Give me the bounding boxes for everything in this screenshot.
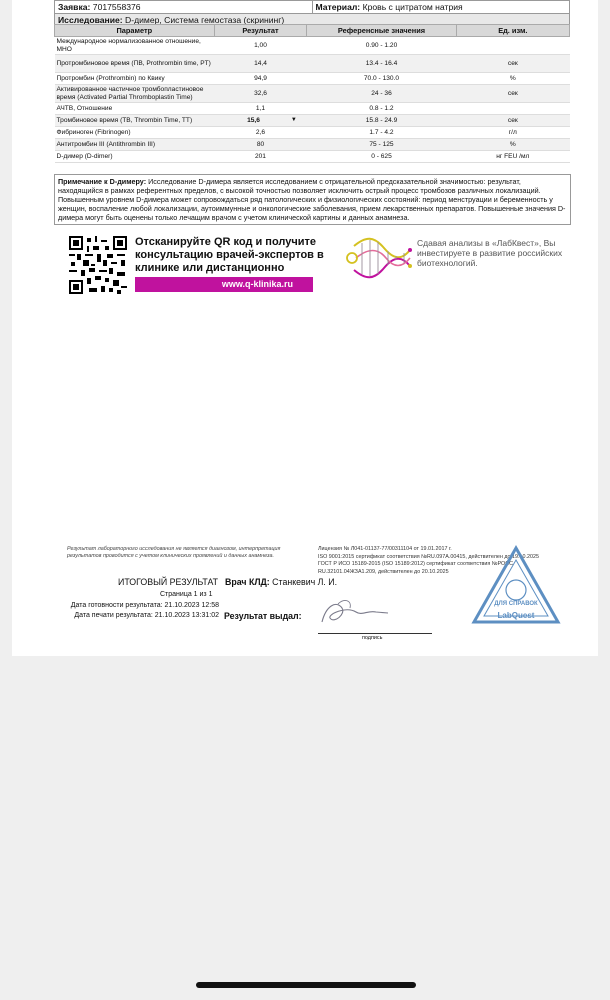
row-reference: 1.7 - 4.2 xyxy=(307,127,456,139)
row-param: Тромбиновое время (ТВ, Thrombin Time, TT) xyxy=(55,115,215,127)
labquest-stamp-icon xyxy=(470,544,562,626)
col-result: Результат xyxy=(214,25,307,37)
signature-line xyxy=(318,633,432,634)
stamp-top-text: ДЛЯ СПРАВОК xyxy=(494,601,538,607)
study-value: D-димер, Система гемостаза (скрининг) xyxy=(125,15,285,25)
table-row xyxy=(55,103,570,115)
row-reference: 0.8 - 1.2 xyxy=(307,103,456,115)
row-reference: 75 - 125 xyxy=(307,139,456,151)
row-unit: % xyxy=(456,73,569,85)
row-param: Протромбин (Prothrombin) по Квику xyxy=(55,73,215,85)
study-label: Исследование: xyxy=(58,15,123,25)
report-dates xyxy=(67,601,219,621)
result-value: 15,6 xyxy=(247,117,260,125)
table-row-flagged xyxy=(55,115,570,127)
row-param: АЧТВ, Отношение xyxy=(55,103,215,115)
note-label: Примечание к D-димеру: xyxy=(58,177,147,186)
row-param: Антитромбин III (Antithrombin III) xyxy=(55,139,215,151)
row-param: Протромбиновое время (ПВ, Prothrombin time, PT) xyxy=(55,55,215,73)
table-row xyxy=(55,151,570,163)
row-unit: сек xyxy=(456,55,569,73)
table-row xyxy=(55,37,570,55)
order-number: 7017558376 xyxy=(92,2,141,12)
lab-disclaimer: Результат лабораторного исследования не является диагнозом, интерпретация результатов проводится с учетом клинических проявлений и данных анамнеза. xyxy=(67,546,281,559)
doctor-label: Врач КЛД: xyxy=(225,577,270,587)
page-number: Страница 1 из 1 xyxy=(160,591,213,598)
biotech-message: Сдавая анализы в «ЛабКвест», Вы инвестируете в развитие российских биотехнологий. xyxy=(417,238,563,268)
row-reference: 0.90 - 1.20 xyxy=(307,37,456,55)
license-line: ISO 9001:2015 сертификат соответствия №RU.097A.00415, действителен до 19.10.2025 xyxy=(318,553,539,560)
material-label: Материал: xyxy=(315,2,361,12)
row-result: 201 xyxy=(214,151,307,163)
row-result: 2,6 xyxy=(214,127,307,139)
final-result-label: ИТОГОВЫЙ РЕЗУЛЬТАТ xyxy=(118,577,219,587)
row-param: Активированное частичное тромбопластиновое время (Activated Partial Thromboplastin Time) xyxy=(55,85,215,103)
row-reference: 13.4 - 16.4 xyxy=(307,55,456,73)
table-row xyxy=(55,55,570,73)
row-unit xyxy=(456,103,569,115)
results-table xyxy=(54,24,570,163)
stamp-brand-text: LabQuest xyxy=(497,611,535,620)
row-unit: % xyxy=(456,139,569,151)
below-range-icon: ▼ xyxy=(290,117,297,124)
dna-logo-icon xyxy=(344,234,414,282)
license-line: RU.32101.04ЖЗА1.209, действителен до 20.10.2025 xyxy=(318,569,449,576)
row-param: D-димер (D-dimer) xyxy=(55,151,215,163)
print-date: Дата печати результата: 21.10.2023 13:31:02 xyxy=(74,612,219,619)
table-row xyxy=(55,85,570,103)
license-line: Лицензия № Л041-01137-77/00311104 от 19.01.2017 г. xyxy=(318,546,452,552)
col-unit: Ед. изм. xyxy=(456,25,569,37)
row-reference: 70.0 - 130.0 xyxy=(307,73,456,85)
row-result: 80 xyxy=(214,139,307,151)
report-header xyxy=(54,0,570,27)
license-line: ГОСТ Р ИСО 15189-2015 (ISO 15189:2012) сертификат соответствия №РОСС xyxy=(318,561,514,568)
promo-title: Отсканируйте QR код и получите консультацию врачей-экспертов в клинике или дистанционно xyxy=(135,236,324,274)
row-result: 14,4 xyxy=(214,55,307,73)
table-row xyxy=(55,127,570,139)
note-text: Исследование D-димера является исследованием с отрицательной предсказательной значимостью: результат, находящийся в рамках референтных пределов, с высокой точностью позволяет исключить острый процесс тромбозов различных локализаций. Повышенным уровнем D-димера может сопровождаться ряд патологических и физиологических состояний: период менструации и беременность у женщин, воспаление любой локализации, аутоиммунные и онкологические заболевания, прием лекарственных препаратов. Повышенные значения D-димера могут быть оценены только лечащим врачом с учетом клинической картины и данных анамнеза. xyxy=(58,177,566,222)
row-reference: 15.8 - 24.9 xyxy=(307,115,456,127)
doctor-line xyxy=(225,577,337,587)
row-reference: 0 - 625 xyxy=(307,151,456,163)
report-sheet xyxy=(12,0,598,656)
row-unit: сек xyxy=(456,85,569,103)
row-param: Международное нормализованное отношение, МНО xyxy=(55,37,215,55)
row-result: 94,9 xyxy=(214,73,307,85)
ready-date: Дата готовности результата: 21.10.2023 12:58 xyxy=(70,602,219,609)
material-value: Кровь с цитратом натрия xyxy=(362,2,463,12)
row-param: Фибриноген (Fibrinogen) xyxy=(55,127,215,139)
row-unit: сек xyxy=(456,115,569,127)
row-result: 1,1 xyxy=(214,103,307,115)
row-result: 1,00 xyxy=(214,37,307,55)
signature-label: подпись xyxy=(362,635,383,641)
signature-icon xyxy=(316,596,396,630)
row-unit xyxy=(456,37,569,55)
col-param: Параметр xyxy=(55,25,215,37)
qr-code-icon xyxy=(68,236,128,294)
col-reference: Референсные значения xyxy=(307,25,456,37)
row-result: 32,6 xyxy=(214,85,307,103)
promo-link[interactable]: www.q-klinika.ru xyxy=(135,277,313,292)
row-unit: нг FEU /мл xyxy=(456,151,569,163)
doctor-name: Станкевич Л. И. xyxy=(272,577,338,587)
row-reference: 24 - 36 xyxy=(307,85,456,103)
d-dimer-note xyxy=(54,174,571,225)
home-indicator[interactable] xyxy=(196,982,416,988)
row-result xyxy=(214,115,307,127)
row-unit: г/л xyxy=(456,127,569,139)
order-label: Заявка: xyxy=(58,2,91,12)
issued-by-label: Результат выдал: xyxy=(224,611,302,621)
table-row xyxy=(55,73,570,85)
table-row xyxy=(55,139,570,151)
